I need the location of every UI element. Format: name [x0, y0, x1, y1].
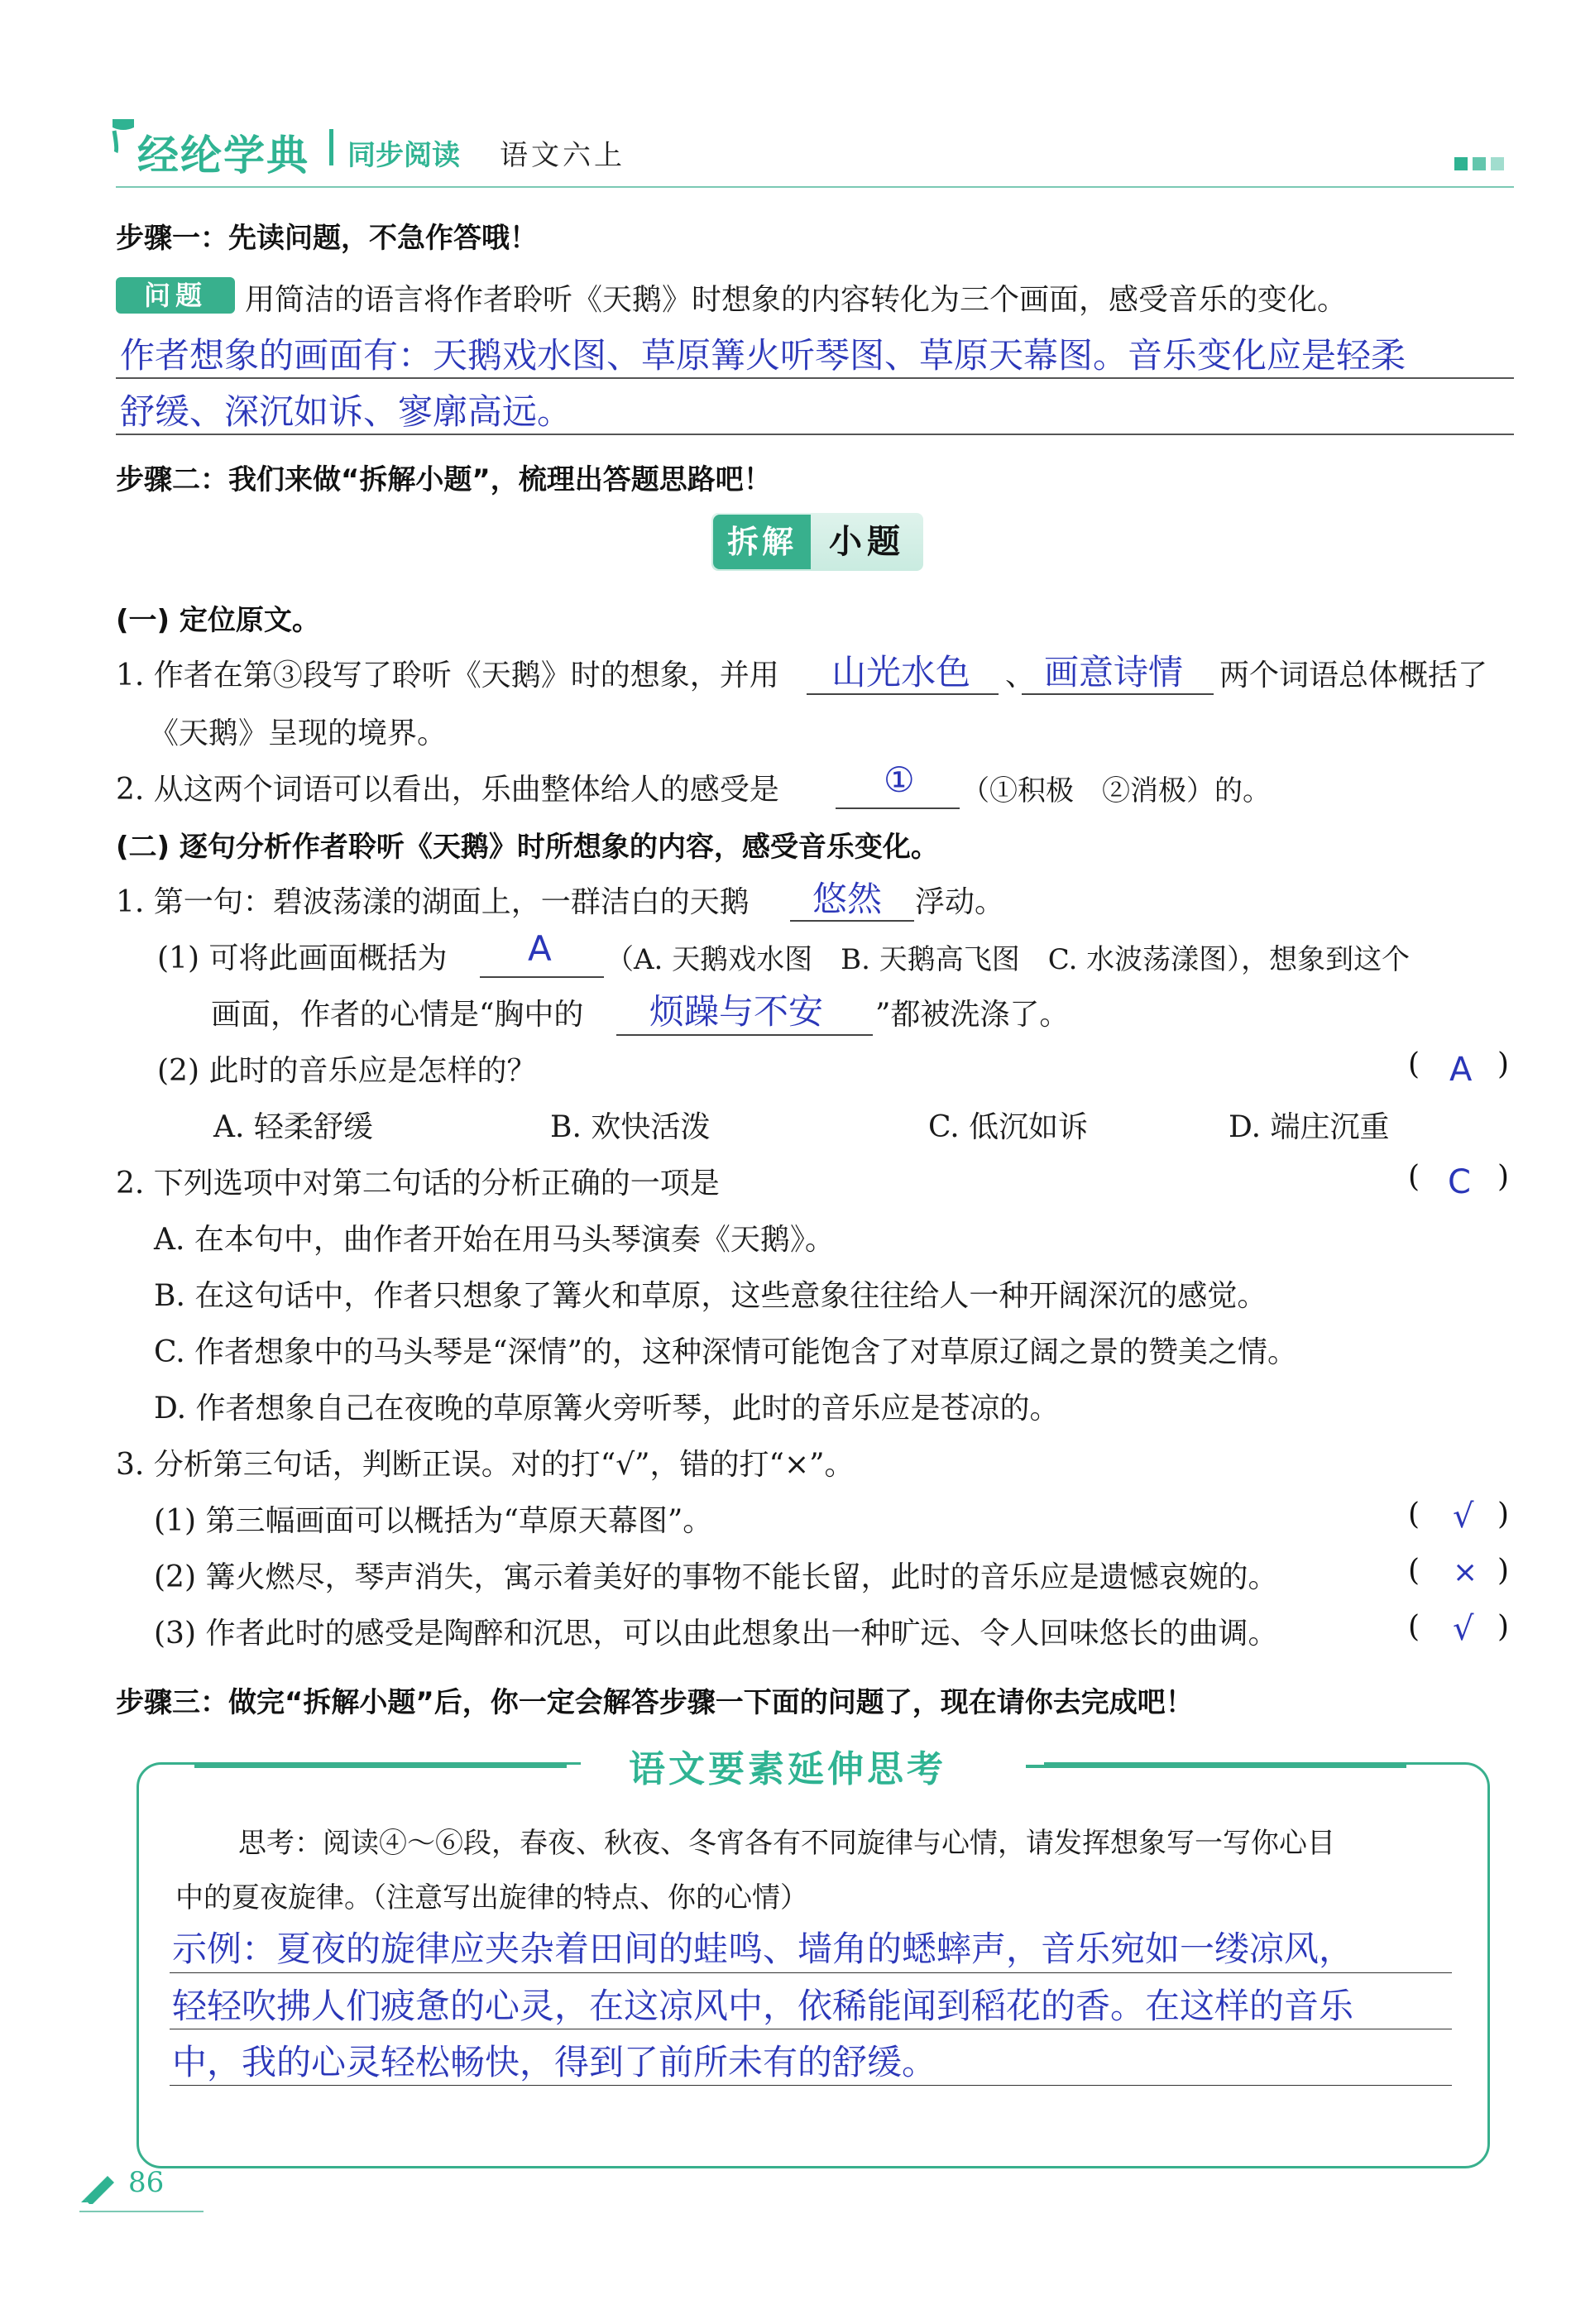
- part1-q1-text2: 两个词语总体概括了: [1219, 659, 1488, 692]
- part2-heading: (二) 逐句分析作者聆听《天鹅》时所想象的内容，感受音乐变化。: [116, 831, 939, 864]
- part1-q1-text: 1. 作者在第③段写了聆听《天鹅》时的想象，并用: [116, 659, 779, 692]
- subject-label: 语文六上: [500, 139, 625, 172]
- answer-paren-open: (: [1408, 1554, 1420, 1588]
- part1-q2-options: （①积极 ②消极）的。: [961, 774, 1271, 807]
- extension-title: 语文要素延伸思考: [629, 1748, 946, 1790]
- page-number: 86: [128, 2166, 165, 2199]
- step1-question: 用简洁的语言将作者聆听《天鹅》时想象的内容转化为三个画面，感受音乐的变化。: [245, 283, 1348, 317]
- option-a: A. 轻柔舒缓: [213, 1110, 373, 1144]
- answer-blank: [807, 693, 999, 695]
- extension-prompt-line2: 中的夏夜旋律。（注意写出旋律的特点、你的心情）: [175, 1881, 808, 1914]
- extension-answer-line3: 中，我的心灵轻松畅快，得到了前所未有的舒缓。: [172, 2042, 937, 2082]
- step2-title: 步骤二：我们来做“拆解小题”，梳理出答题思路吧！: [116, 463, 772, 496]
- part1-q1-answer1: 山光水色: [831, 652, 971, 692]
- answer-blank: [836, 807, 960, 809]
- answer-rule: [170, 2085, 1452, 2086]
- s3-item-2-answer: ×: [1453, 1555, 1478, 1589]
- s3-item-2: (2) 篝火燃尽，琴声消失，寓示着美好的事物不能长留，此时的音乐应是遗憾哀婉的。: [154, 1560, 1278, 1594]
- part2-s1-answer: 悠然: [812, 879, 883, 919]
- option-b: B. 欢快活泼: [550, 1110, 711, 1144]
- answer-paren-close: ): [1497, 1047, 1510, 1081]
- answer-rule: [116, 434, 1514, 435]
- part2-s1-text2: 浮动。: [915, 885, 1005, 919]
- s3-item-3: (3) 作者此时的感受是陶醉和沉思，可以由此想象出一种旷远、令人回味悠长的曲调。: [154, 1617, 1278, 1651]
- header-square: [1454, 157, 1468, 170]
- s2-option-c: C. 作者想象中的马头琴是“深情”的，这种深情可能饱含了对草原辽阔之景的赞美之情。: [154, 1335, 1297, 1369]
- section-tab-right: 小题: [829, 523, 905, 561]
- graduation-cap-icon: [109, 116, 137, 154]
- extension-prompt-line1: 思考：阅读④～⑥段，春夜、秋夜、冬宵各有不同旋律与心情，请发挥想象写一写你心目: [238, 1827, 1335, 1860]
- part2-s1-2-text: (2) 此时的音乐应是怎样的？: [157, 1054, 537, 1088]
- part2-s1-2-answer: A: [1449, 1051, 1473, 1089]
- s2-option-b: B. 在这句话中，作者只想象了篝火和草原，这些意象往往给人一种开阔深沉的感觉。: [154, 1279, 1267, 1313]
- answer-paren-open: (: [1408, 1047, 1420, 1081]
- answer-blank: [616, 1034, 873, 1036]
- part2-s2-text: 2. 下列选项中对第二句话的分析正确的一项是: [116, 1167, 720, 1200]
- part2-s1-1-text3: ”都被洗涤了。: [875, 998, 1070, 1032]
- part1-q2-text: 2. 从这两个词语可以看出，乐曲整体给人的感受是: [116, 773, 779, 807]
- step1-answer-line1: 作者想象的画面有：天鹅戏水图、草原篝火听琴图、草原天幕图。音乐变化应是轻柔: [120, 335, 1406, 376]
- extension-answer-line2: 轻轻吹拂人们疲惫的心灵，在这凉风中，依稀能闻到稻花的香。在这样的音乐: [172, 1986, 1354, 2026]
- part2-s1-text: 1. 第一句：碧波荡漾的湖面上，一群洁白的天鹅: [116, 885, 750, 919]
- part2-s1-1-text2: 画面，作者的心情是“胸中的: [211, 998, 584, 1032]
- answer-paren-open: (: [1408, 1160, 1420, 1194]
- answer-paren-open: (: [1408, 1610, 1420, 1644]
- answer-rule: [116, 377, 1514, 379]
- footer-rule: [79, 2211, 204, 2212]
- step3-title: 步骤三：做完“拆解小题”后，你一定会解答步骤一下面的问题了，现在请你去完成吧！: [116, 1686, 1194, 1719]
- answer-blank: [480, 976, 604, 978]
- s3-item-1: (1) 第三幅画面可以概括为“草原天幕图”。: [154, 1504, 713, 1538]
- title-dash-right: [1026, 1765, 1406, 1768]
- answer-paren-open: (: [1408, 1497, 1420, 1531]
- brand-title: 经纶学典: [137, 132, 309, 180]
- answer-rule: [170, 1972, 1452, 1973]
- answer-paren-close: ): [1497, 1497, 1510, 1531]
- header-rule: [116, 186, 1514, 188]
- part1-q1-sep: 、: [1005, 659, 1036, 692]
- s2-option-a: A. 在本句中，曲作者开始在用马头琴演奏《天鹅》。: [154, 1223, 835, 1257]
- answer-blank: [790, 920, 914, 922]
- answer-paren-close: ): [1497, 1160, 1510, 1194]
- part2-s1-1-answer: A: [528, 928, 552, 969]
- part2-s1-1-answer2: 烦躁与不安: [649, 991, 824, 1032]
- answer-paren-close: ): [1497, 1554, 1510, 1588]
- part2-s2-answer: C: [1448, 1163, 1471, 1201]
- part1-q1-text3: 《天鹅》呈现的境界。: [149, 716, 448, 750]
- answer-paren-close: ): [1497, 1610, 1510, 1644]
- part1-q2-answer: ①: [884, 759, 915, 800]
- extension-answer-line1: 示例：夏夜的旋律应夹杂着田间的蛙鸣、墙角的蟋蟀声，音乐宛如一缕凉风，: [172, 1929, 1354, 1969]
- s2-option-d: D. 作者想象自己在夜晚的草原篝火旁听琴，此时的音乐应是苍凉的。: [154, 1392, 1060, 1426]
- pencil-icon: [79, 2171, 117, 2204]
- option-d: D. 端庄沉重: [1229, 1110, 1390, 1144]
- part2-s1-1-options: （A. 天鹅戏水图 B. 天鹅高飞图 C. 水波荡漾图），想象到这个: [606, 943, 1411, 976]
- s3-item-1-answer: √: [1453, 1497, 1474, 1536]
- answer-blank: [1022, 693, 1214, 695]
- option-c: C. 低沉如诉: [928, 1110, 1089, 1144]
- header-square: [1491, 157, 1504, 170]
- part1-q1-answer2: 画意诗情: [1044, 652, 1184, 692]
- series-title: 同步阅读: [347, 139, 460, 172]
- s3-item-3-answer: √: [1453, 1610, 1474, 1648]
- section-tab-left: 拆解: [713, 515, 811, 569]
- part2-s1-1-text: (1) 可将此画面概括为: [157, 942, 448, 975]
- step1-answer-line2: 舒缓、深沉如诉、寥廓高远。: [120, 391, 572, 432]
- question-badge: 问题: [116, 277, 235, 314]
- header-square: [1473, 157, 1486, 170]
- step1-title: 步骤一：先读问题，不急作答哦！: [116, 222, 538, 255]
- part1-heading: (一) 定位原文。: [116, 604, 320, 637]
- title-dash-left: [194, 1765, 567, 1768]
- brand-divider: [329, 129, 333, 165]
- part2-s3-text: 3. 分析第三句话，判断正误。对的打“√”，错的打“×”。: [116, 1448, 855, 1482]
